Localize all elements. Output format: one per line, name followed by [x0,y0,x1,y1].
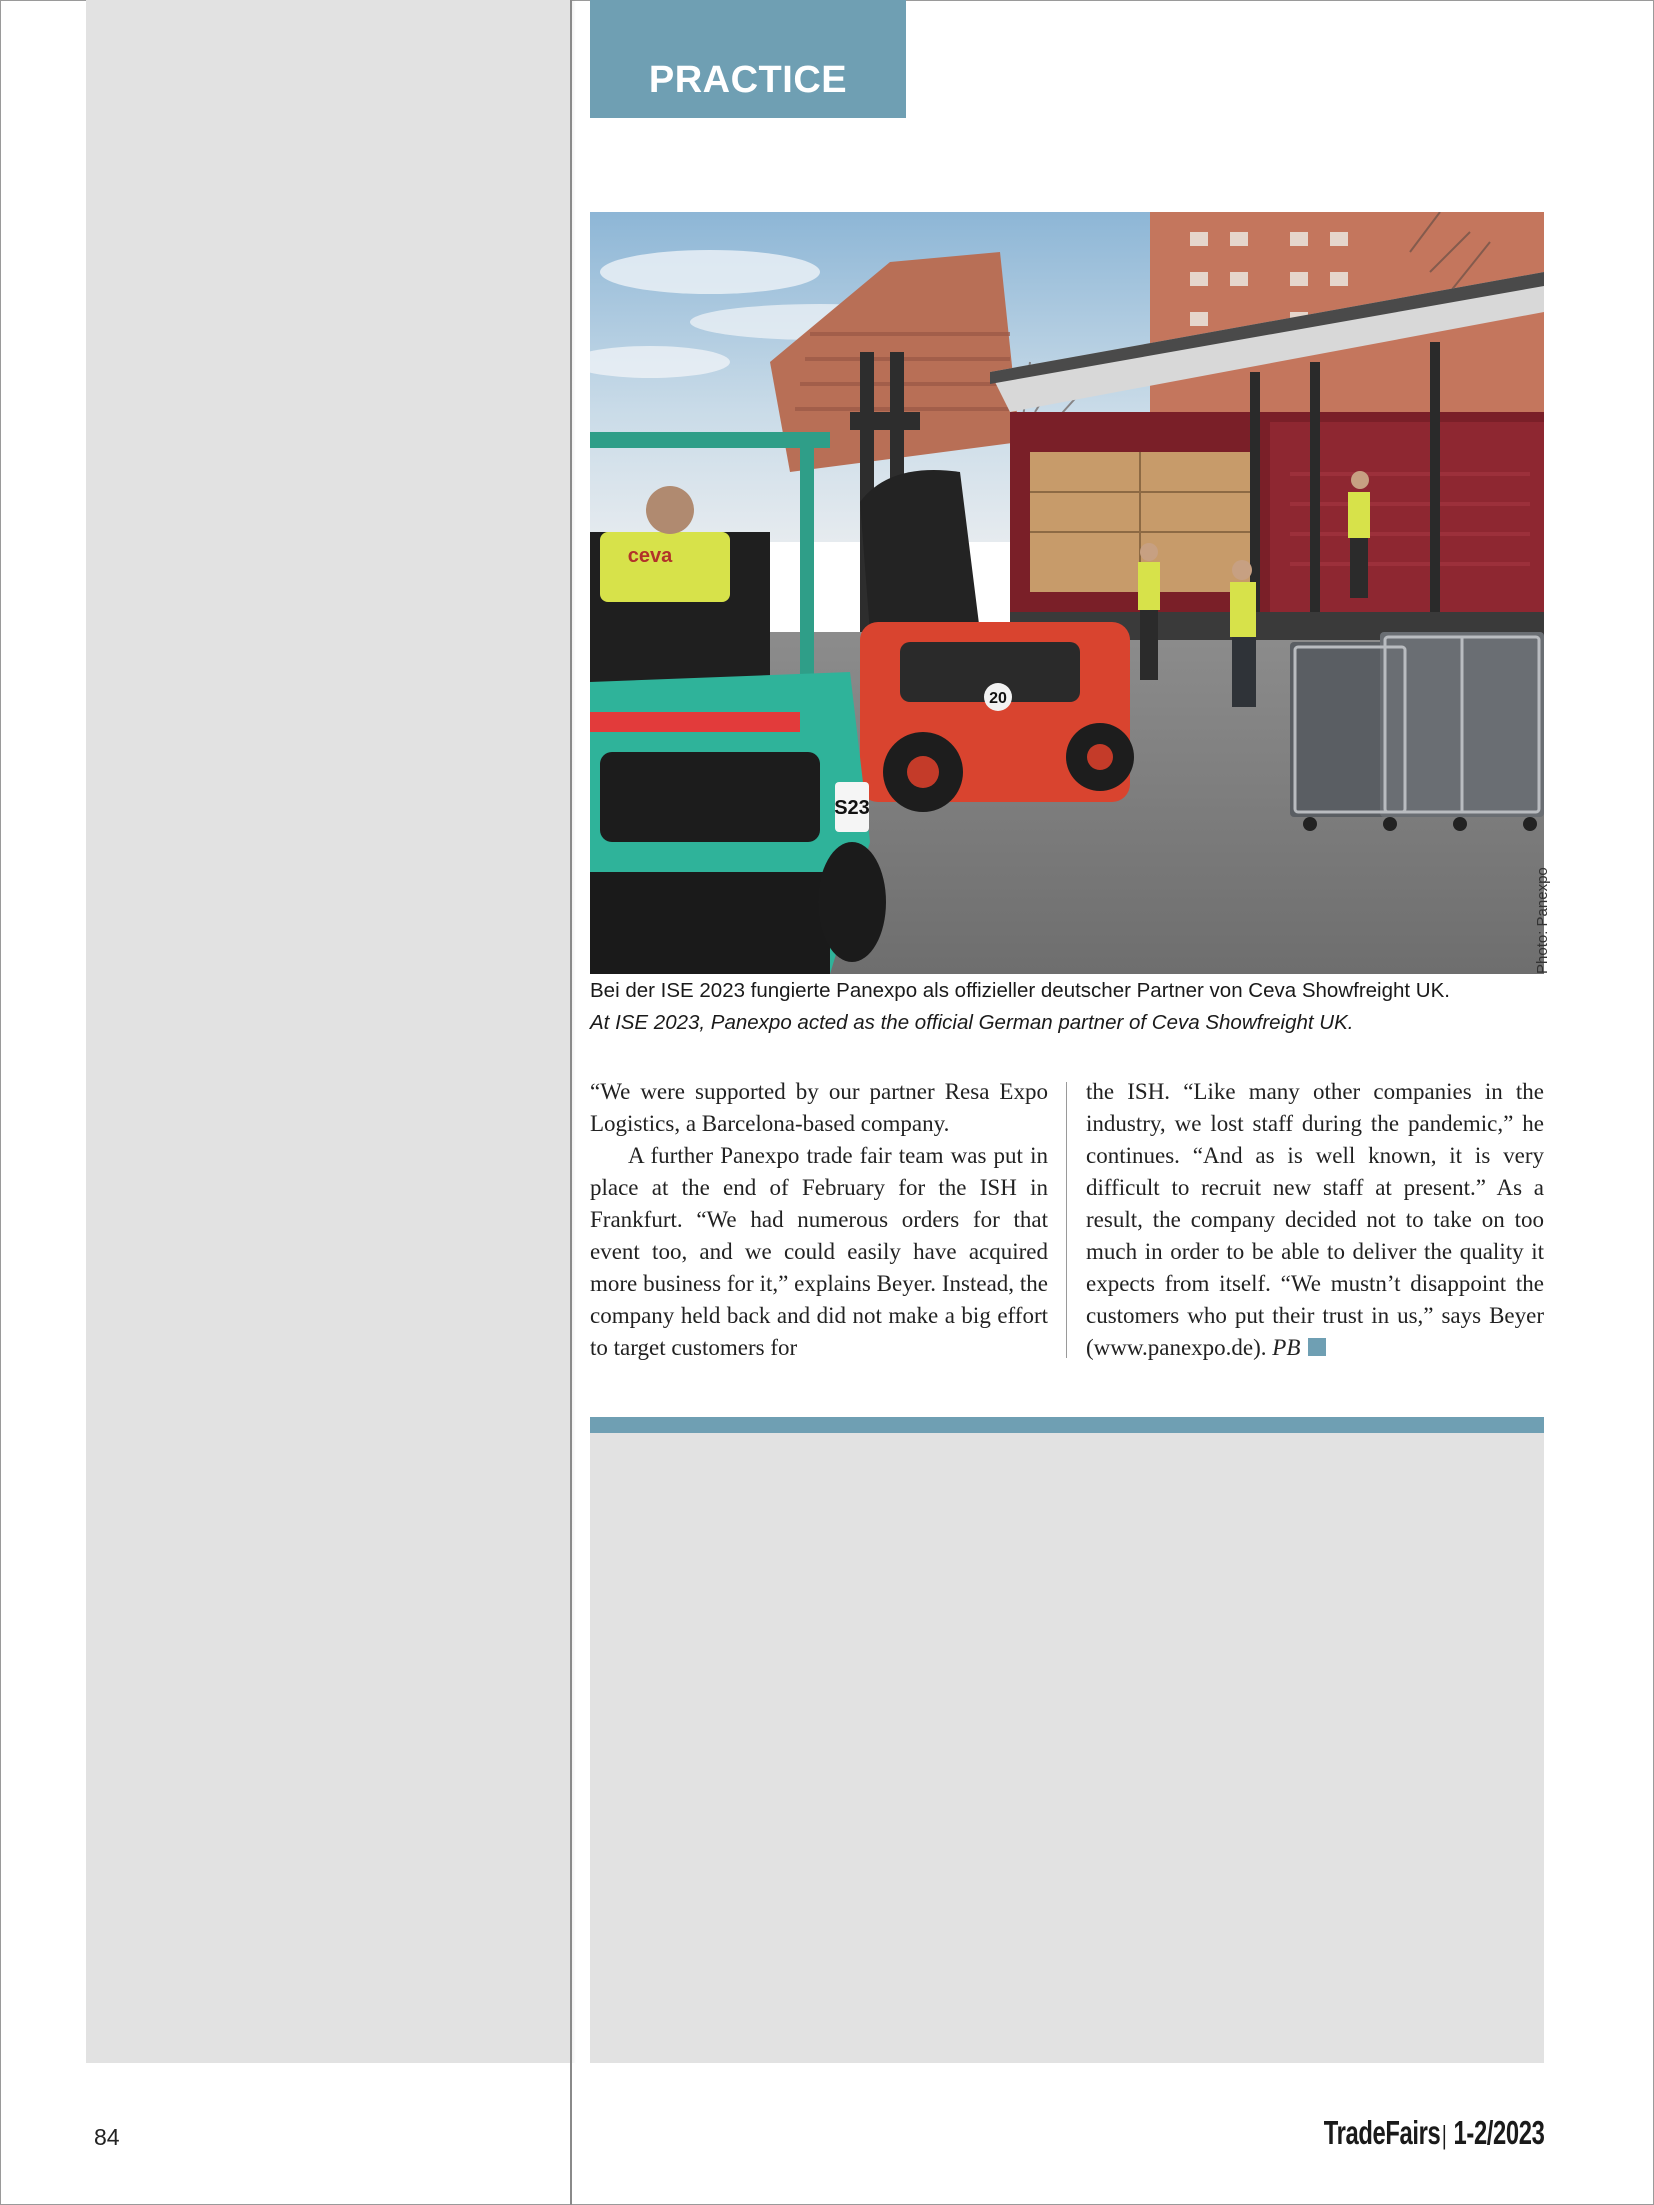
left-gray-panel [86,0,570,2063]
forklift-number-tag: 20 [989,690,1007,707]
issue-number: 1-2/2023 [1453,2114,1544,2151]
ad-space-bar [590,1417,1544,1433]
article-photo [590,212,1544,974]
paragraph: A further Panexpo trade fair team was put in place at the end of February for the ISH in Frankfurt. “We had numerous orders for that event too, and we could easily have acquired more business for it,” explains Beyer. Instead, the company held back and did not make a big effort to target customers for [590,1143,1048,1360]
caption-english: At ISE 2023, Panexpo acted as the official German partner of Ceva Showfreight UK. [590,1011,1354,1034]
magazine-name: TradeFairs [1323,2114,1440,2151]
page-divider [570,0,572,2205]
article-column-2 [1086,1076,1544,1364]
section-label: PRACTICE [648,59,848,101]
page-number: 84 [94,2124,120,2150]
paragraph: “We were supported by our partner Resa Expo Logistics, a Barcelona-based company. [590,1079,1048,1136]
paragraph-text: the ISH. “Like many other companies in the industry, we lost staff during the pandemic,” he continues. “And as is well known, it is very difficult to recruit new staff at present.” As a result, the company decided not to take on too much in order to be able to deliver the quality it expects from itself. “We mustn’t disappoint the customers who put their trust in us,” says Beyer (www.panexpo.de). [1086,1079,1544,1360]
masthead-separator: | [1441,2120,1446,2150]
masthead [1323,2114,1544,2152]
photo-credit: Photo: Panexpo [1534,867,1551,974]
end-mark [1308,1338,1326,1356]
caption-german: Bei der ISE 2023 fungierte Panexpo als offizieller deutscher Partner von Ceva Showfreight UK. [590,979,1450,1002]
paragraph [1086,1076,1544,1364]
forklift-tag-left: S23 [834,797,870,819]
article-column-1 [590,1076,1048,1364]
vest-logo: ceva [627,545,673,567]
section-header [590,0,906,118]
author-initials: PB [1272,1335,1301,1360]
column-rule [1066,1082,1067,1358]
ad-space-panel [590,1433,1544,2063]
